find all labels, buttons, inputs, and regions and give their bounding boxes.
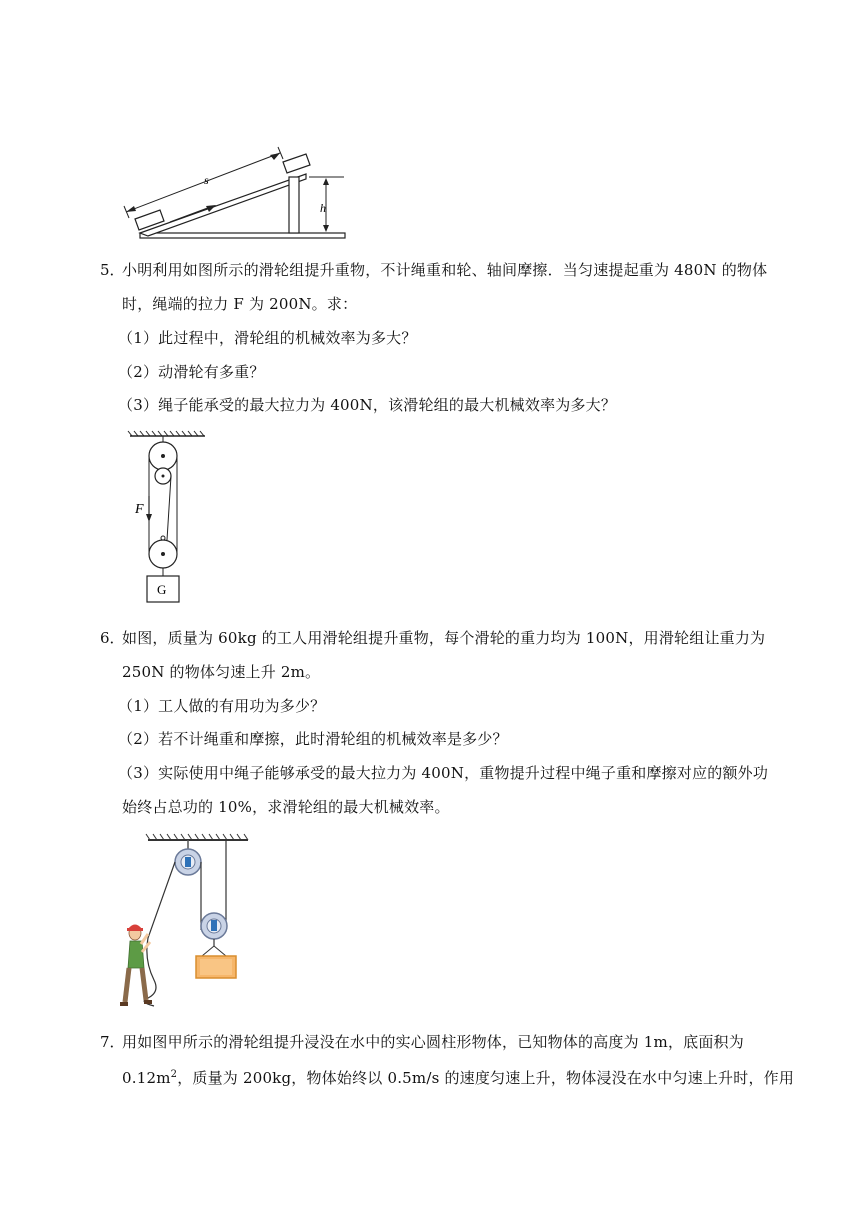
q5-number: 5． <box>100 261 125 279</box>
q6-sub1: （1）工人做的有用功为多少？ <box>118 697 326 715</box>
q6-sub3-line2: 始终占总功的 10%，求滑轮组的最大机械效率。 <box>122 798 450 816</box>
q5-stem-line2: 时，绳端的拉力 F 为 200N。求： <box>122 295 358 313</box>
incline-label-s: s <box>204 173 209 187</box>
q5-sub2: （2）动滑轮有多重？ <box>118 363 265 381</box>
q7-stem-line2-rest: ，质量为 200kg，物体始终以 0.5m/s 的速度匀速上升，物体浸没在水中匀速上升时，作用 <box>177 1069 795 1087</box>
pulley-figure-q5 <box>125 428 215 608</box>
q7-number: 7． <box>100 1033 125 1051</box>
q5-stem-line1: 小明利用如图所示的滑轮组提升重物，不计绳重和轮、轴间摩擦．当匀速提起重为 480N 的物体 <box>122 261 768 279</box>
incline-figure <box>118 140 358 245</box>
q6-stem-line1: 如图，质量为 60kg 的工人用滑轮组提升重物，每个滑轮的重力均为 100N，用滑轮组让重力为 <box>122 629 766 647</box>
q5-label-f: F <box>135 502 144 517</box>
q5-sub3: （3）绳子能承受的最大拉力为 400N，该滑轮组的最大机械效率为多大？ <box>118 396 617 414</box>
q5-sub1: （1）此过程中，滑轮组的机械效率为多大？ <box>118 329 417 347</box>
q6-sub3-line1: （3）实际使用中绳子能够承受的最大拉力为 400N，重物提升过程中绳子重和摩擦对应的额外功 <box>118 764 769 782</box>
q7-area-exponent: 2 <box>170 1069 178 1080</box>
incline-label-h: h <box>320 201 326 215</box>
q7-stem-line2 <box>122 1068 794 1088</box>
q7-area-value: 0.12m <box>122 1069 171 1087</box>
q6-stem-line2: 250N 的物体匀速上升 2m。 <box>122 663 321 681</box>
q5-label-g: G <box>157 582 167 597</box>
worker-figure <box>120 925 152 1005</box>
q6-sub2: （2）若不计绳重和摩擦，此时滑轮组的机械效率是多少？ <box>118 730 508 748</box>
q7-stem-line1: 用如图甲所示的滑轮组提升浸没在水中的实心圆柱形物体，已知物体的高度为 1m，底面积为 <box>122 1033 744 1051</box>
worker-pulley-figure-q6 <box>108 830 258 1015</box>
q6-number: 6． <box>100 629 125 647</box>
